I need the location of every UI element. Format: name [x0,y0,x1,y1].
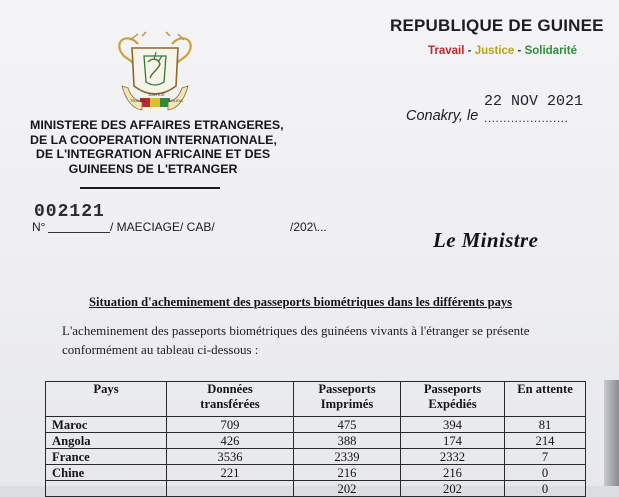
photo-edge [604,380,619,486]
cell-pays: Chine [46,465,167,481]
ministry-divider [80,187,220,189]
cell-attente: 0 [505,465,586,481]
cell-expedies: 394 [401,417,505,433]
header-donnees: Données transférées [167,382,294,417]
country-title: REPUBLIQUE DE GUINEE [390,16,604,35]
cell-donnees [167,481,294,497]
reference-prefix: N° [32,220,46,234]
cell-expedies: 202 [401,481,505,497]
passport-table [45,381,586,497]
cell-expedies: 174 [401,433,505,449]
svg-text:JUSTICE: JUSTICE [148,92,165,97]
table-header-row [46,382,586,417]
cell-donnees: 426 [167,433,294,449]
motto-solidarite: Solidarité [524,45,577,57]
reference-year: /202\... [290,220,327,234]
cell-attente: 81 [505,417,586,433]
cell-pays [46,481,167,497]
table-row [46,465,586,481]
cell-imprimes: 388 [294,433,401,449]
svg-text:TRAVAIL: TRAVAIL [130,98,147,103]
date-place: Conakry, le [406,108,479,124]
cell-pays: France [46,449,167,465]
document-subject: Situation d'acheminement des passeports biométriques dans les différents pays [89,295,513,309]
cell-donnees: 709 [167,417,294,433]
cell-imprimes: 2339 [294,449,401,465]
cell-imprimes: 216 [294,465,401,481]
cell-donnees: 3536 [167,449,294,465]
cell-attente: 7 [505,449,586,465]
date-dots: ...................... [484,111,569,125]
cell-pays: Maroc [46,417,167,433]
table-row [46,481,586,497]
national-motto: Travail - Justice - Solidarité [428,45,577,57]
cell-imprimes: 202 [294,481,401,497]
reference-underline [48,232,110,233]
coat-of-arms-icon [108,30,202,120]
motto-justice: Justice [474,45,515,57]
header-attente: En attente [505,382,586,417]
reference-number: 002121 [34,202,105,222]
svg-text:SOLIDA: SOLIDA [168,98,183,103]
cell-attente: 0 [505,481,586,497]
table-row [46,449,586,465]
cell-attente: 214 [505,433,586,449]
header-expedies: Passeports Expédiés [401,382,505,417]
cell-imprimes: 475 [294,417,401,433]
cell-expedies: 216 [401,465,505,481]
cell-pays: Angola [46,433,167,449]
signatory-title: Le Ministre [433,228,539,252]
table-row [46,417,586,433]
intro-paragraph: L'acheminement des passeports biométriques des guinéens vivants à l'étranger se présente conformément au tableau ci-dessous : [62,323,530,357]
handwritten-date: 22 NOV 2021 [484,93,584,110]
cell-expedies: 2332 [401,449,505,465]
ministry-name: MINISTERE DES AFFAIRES ETRANGERES, DE LA COOPERATION INTERNATIONALE, DE L'INTEGRATION AFRICAINE ET DES GUINEENS DE L'ETRANGER [30,118,284,176]
reference-code: / MAECIAGE/ CAB/ [110,220,215,234]
motto-travail: Travail [428,45,465,57]
cell-donnees: 221 [167,465,294,481]
table-row [46,433,586,449]
header-pays: Pays [46,382,167,417]
header-imprimes: Passeports Imprimés [294,382,401,417]
